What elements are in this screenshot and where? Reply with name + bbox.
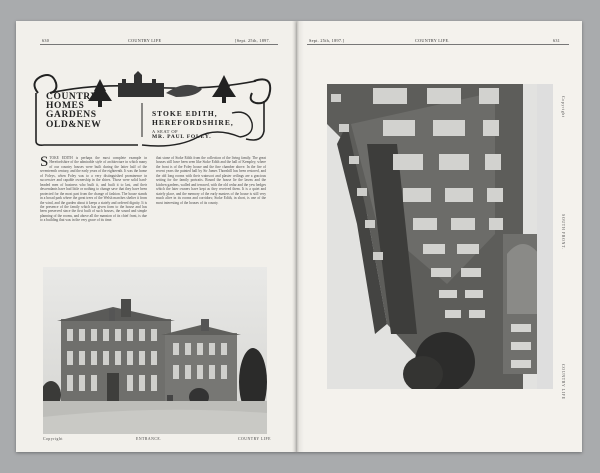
series-title-line: OLD&NEW: [46, 119, 102, 130]
left-photo-credit: Copyright: [43, 437, 63, 441]
entrance-house-image: [43, 267, 267, 434]
series-title-line: GARDENS: [46, 110, 97, 121]
house-county: HEREFORDSHIRE,: [152, 118, 234, 127]
left-photo-publisher: COUNTRY LIFE: [238, 437, 271, 441]
right-running-title: COUNTRY LIFE.: [415, 38, 450, 43]
spread-gutter: [292, 21, 304, 452]
article-title-block: [152, 109, 247, 140]
right-head-rule: [307, 44, 569, 45]
left-head-rule: [40, 44, 278, 45]
south-front-house-image: [327, 84, 553, 389]
right-photo-credit: Copyright: [561, 96, 566, 118]
series-title-line: HOMES: [46, 101, 85, 112]
owner-name: MR. PAUL FOLEY.: [152, 134, 212, 140]
body-paragraph-1: [40, 156, 147, 223]
body-column-2: [156, 156, 266, 264]
left-page: [16, 21, 297, 452]
left-running-title: COUNTRY LIFE: [128, 38, 162, 43]
seat-of-label: A SEAT OF: [152, 129, 179, 134]
right-page-number: 631: [553, 38, 561, 43]
left-running-date: [Sept. 25th, 1897.: [235, 38, 271, 43]
house-name: STOKE EDITH,: [152, 109, 218, 118]
body-column-1: [40, 156, 147, 264]
right-running-date: Sept. 25th, 1897.]: [309, 38, 345, 43]
south-front-caption: SOUTH FRONT.: [561, 214, 566, 250]
body-paragraph-2: that stone of Stoke Edith from the collection of the living family. The great houses still have been seen like Stoke Edith and the hall of Kempley, where the front is of the Foley house and the fine chamber above. In the fire of recent years the painted hall by Sir James Thornhill has been restored, and the old long rooms with their wainscot and plaster ceilings are a gracious setting for the family portraits. Round the house lie the lawns and the kitchen gardens, walled and terraced, with the old cedar and the yew hedges which the later owners have kept as they received them. It is a quiet and stately place, and the memory of the early masters of the house is still very much alive in its rooms and corridors; Stoke Edith, in short, is one of the most interesting of the houses of its county.: [156, 156, 266, 205]
south-front-photograph: [327, 84, 553, 389]
entrance-photograph: [43, 267, 267, 434]
right-photo-publisher: COUNTRY LIFE: [561, 364, 566, 400]
series-title: [46, 93, 136, 130]
body-text-1: TOKE EDITH is perhaps the most complete example in Herefordshire of the admirable style of architecture in which many of our country houses were built during the latter half of the seventeenth century, and the early years of the eighteenth. It was the home of Foleys, when Foley was to a very distinguished prominence in successive and capable ownership in the shires. Those were solid hard-headed men of business who built it, and built it to last, and their descendants have had little or nothing to change save that they have been protected for the most part from the change of fashion. The house stands in a broad park where the great trees of the Welsh marches shelter it from the wind, and the garden about it keeps a stately and ordered dignity. It is the presence of the family which has given form to the house and has been preserved since the first built of such houses, the sound and simple planning of the rooms, and above all the mansion of its chief front, is due to a building that was in the very grace of its time.: [40, 156, 147, 223]
article-banner: [26, 53, 276, 148]
drop-cap: S: [40, 156, 49, 170]
left-page-number: 630: [42, 38, 50, 43]
series-title-line: COUNTRY: [46, 92, 98, 102]
entrance-caption: ENTRANCE.: [136, 437, 162, 441]
